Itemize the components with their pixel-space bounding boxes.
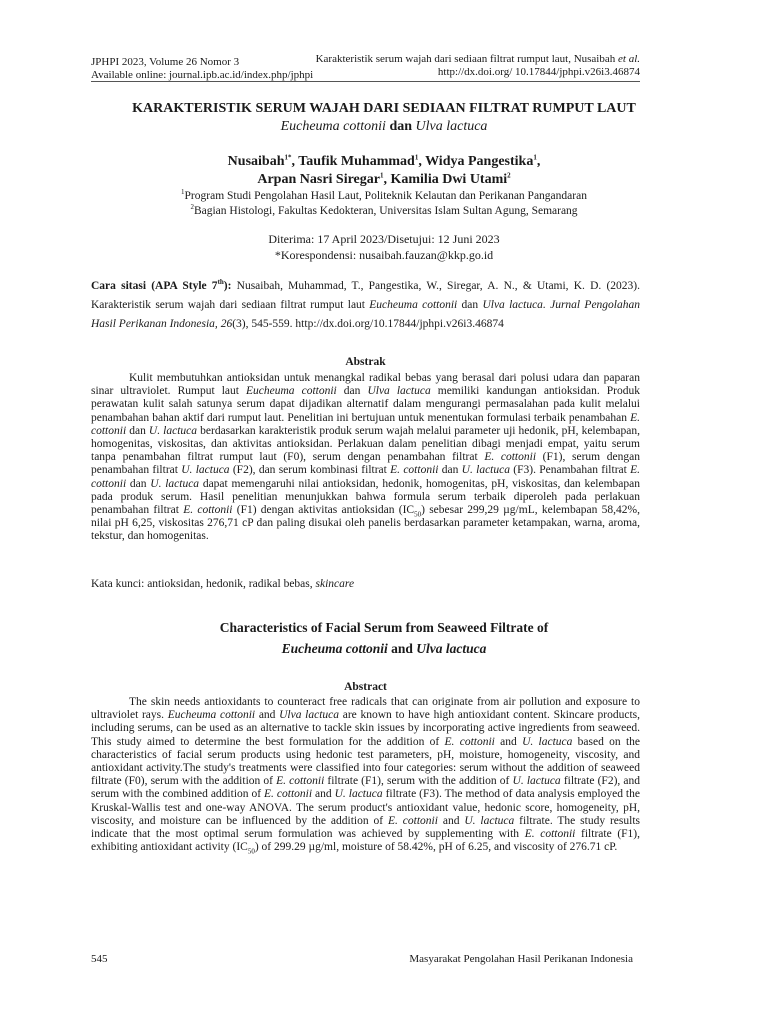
citation-dan: dan	[457, 299, 483, 311]
abstract-t3: are known to have high antioxidant content. Skincare products, including serums, can be used as an alternative to tackle skin issues by incorporating active ingredients from seaweed. This study aimed to determine the best formulation for the addition of	[91, 709, 641, 748]
abstrak-i8: U. lactuca	[461, 464, 510, 477]
abstrak-i4: U. lactuca	[148, 424, 198, 437]
dates-block	[60, 231, 708, 263]
abstract-i10: U. lactuca	[464, 814, 515, 827]
abstract-t5: based on the characteristics of facial serum products using hedonic test parameters, pH, moisture, homogeneity, viscosity, and antioxidant activity.The study's treatments were classified into four categories: serum without the addition of seaweed filtrate (F0), serum with the addition of	[91, 735, 641, 788]
abstrak-sub: 50	[414, 510, 422, 519]
abstract-t2: and	[255, 709, 280, 722]
abstract-i9: E. cottonii	[388, 814, 438, 827]
abstract-i2: Ulva lactuca	[279, 709, 340, 722]
abstract-i6: U. lactuca	[512, 775, 561, 788]
abstract-t13: ) of 299.29 µg/ml, moisture of 58.42%, pH of 6.25, and viscosity of 276.71 cP.	[254, 841, 618, 854]
paper-title: KARAKTERISTIK SERUM WAJAH DARI SEDIAAN FILTRAT RUMPUT LAUT	[132, 101, 636, 116]
header-rule	[91, 81, 640, 82]
abstrak-t9: (F3). Penambahan filtrat	[509, 464, 631, 477]
citation-label-text: Cara sitasi (APA Style 7	[91, 280, 218, 292]
received-accepted: Diterima: 17 April 2023/Disetujui: 12 Juni 2023	[268, 232, 500, 246]
citation	[91, 277, 640, 334]
citation-volume: 26	[217, 318, 233, 330]
abstract-i7: E. cottonii	[264, 788, 313, 801]
abstract-t8: and	[312, 788, 335, 801]
abstract-i3: E. cottonii	[444, 735, 495, 748]
abstract-i8: U. lactuca	[334, 788, 383, 801]
keywords-italic: skincare	[315, 578, 355, 590]
abstrak-t5: berdasarkan karakteristik produk serum wajah melalui parameter uji hedonik, pH, kelembapan, homogenitas, viskositas, dan aktivitas antioksidan. Perlakuan dalam penelitian dibagi menjadi empat, yaitu serum tanpa penambahan filtrat rumput laut (F0), serum dengan penambahan filtrat	[91, 424, 641, 464]
author-1-sup: 1*	[284, 153, 292, 162]
citation-rest: (3), 545-559. http://dx.doi.org/10.17844/jphpi.v26i3.46874	[232, 318, 504, 330]
abstract-sub: 50	[247, 847, 255, 856]
english-title-and: and	[387, 641, 417, 656]
title-connector: dan	[385, 119, 416, 134]
author-2-sup: 1	[414, 153, 419, 162]
abstrak-t6: (F1), serum dengan penambahan filtrat	[91, 451, 640, 477]
abstract-heading: Abstract	[344, 681, 387, 693]
abstrak-t4: dan	[126, 424, 149, 437]
author-5-sup: 2	[507, 171, 511, 180]
abstract-body	[91, 696, 640, 854]
journal-volume: JPHPI 2023, Volume 26 Nomor 3	[91, 56, 240, 68]
citation-authors: Nusaibah, Muhammad, T., Pangestika, W., Siregar, A. N., & Utami, K. D. (2023). Karakteristik serum wajah dari sediaan filtrat rumput laut	[91, 280, 640, 311]
citation-sp1: Eucheuma cottonii	[369, 299, 458, 311]
abstrak-i10: U. lactuca	[150, 477, 200, 490]
abstrak-i6: U. lactuca	[181, 464, 230, 477]
abstrak-i5: E. cottonii	[484, 451, 537, 464]
correspondence: *Korespondensi: nusaibah.fauzan@kkp.go.id	[274, 248, 494, 262]
abstract-t9: filtrate (F3). The method of data analysis employed the Kruskal-Wallis test and one-way ANOVA. The serum product's antioxidant value, hedonic score, homogeneity, pH, viscosity, and moisture can be influenced by the addition of	[91, 788, 640, 827]
abstrak-t1: Kulit membutuhkan antioksidan untuk menangkal radikal bebas yang berasal dari polusi udara dan paparan sinar ultraviolet. Rumput laut	[91, 372, 640, 398]
abstrak-t3: memiliki kandungan antioksidan. Produk perawatan kulit salah satunya serum dapat dijadikan alternatif dalam mengurangi permasalahan pada kulit melalui penambahan bahan aktif dari rumput laut. Penelitian ini bertujuan untuk menentukan formulasi terbaik penambahan	[91, 385, 640, 424]
abstract-t6: filtrate (F1), serum with the addition of	[324, 775, 513, 788]
abstrak-heading: Abstrak	[345, 356, 386, 368]
footer-journal: Masyarakat Pengolahan Hasil Perikanan Indonesia	[409, 953, 633, 965]
abstrak-i7: E. cottonii	[390, 464, 439, 477]
abstract-t10: and	[437, 814, 465, 827]
abstract-t12: filtrate (F1), exhibiting antioxidant activity (IC	[91, 828, 641, 854]
abstrak-i11: E. cottonii	[183, 504, 233, 517]
abstrak-t8: dan	[438, 464, 462, 477]
abstract-i1: Eucheuma cottonii	[167, 709, 256, 722]
abstrak-body	[91, 372, 640, 544]
english-title-sp1: Eucheuma cottonii	[281, 641, 388, 656]
abstrak-t12: (F1) dengan aktivitas antioksidan (IC	[232, 504, 415, 517]
abstrak-i1: Eucheuma cottonii	[246, 385, 337, 398]
author-2: Taufik Muhammad	[298, 154, 415, 169]
running-title	[316, 53, 640, 66]
author-5: Kamilia Dwi Utami	[390, 172, 508, 187]
abstract-t4: and	[494, 735, 523, 748]
author-list: Nusaibah$^{1*}$, Taufik Muhammad$^1$, Widya Pangestika$^1$, Arpan Nasri Siregar$^1$, Kamilia Dwi Utami$^2$	[227, 153, 541, 187]
title-species-1: Eucheuma cottonii	[280, 119, 386, 134]
title-species-2: Ulva lactuca	[415, 119, 488, 134]
author-4: Arpan Nasri Siregar	[257, 172, 380, 187]
keywords	[91, 578, 640, 591]
english-title-line1: Characteristics of Facial Serum from Seaweed Filtrate of	[219, 620, 549, 635]
abstrak-t13: ) sebesar 299,29 µg/mL, kelembapan 58,42%, nilai pH 6,25, viskositas 276,71 cP dan paling disukai oleh panelis berdasarkan parameter ketampakan, warna, aroma, tekstur, dan homogenitas.	[91, 504, 641, 543]
author-3: Widya Pangestika	[425, 154, 534, 169]
abstract-i4: U. lactuca	[522, 735, 573, 748]
affiliation-1: Program Studi Pengolahan Hasil Laut, Politeknik Kelautan dan Perikanan Pangandaran	[184, 190, 587, 202]
citation-label	[91, 280, 231, 292]
abstrak-t2: dan	[336, 385, 368, 398]
abstrak-i3: E. cottonii	[91, 411, 640, 437]
author-4-sup: 1	[379, 171, 384, 180]
english-title-sp2: Ulva lactuca	[416, 641, 487, 656]
affiliations	[60, 189, 708, 219]
affiliation-1-sup: 1	[181, 188, 185, 197]
paper-subtitle	[60, 118, 708, 136]
abstract-i5: E. cottonii	[276, 775, 325, 788]
abstrak-t10: dan	[126, 477, 151, 490]
author-1: Nusaibah	[227, 154, 285, 169]
citation-sp2: Ulva lactuca	[482, 299, 543, 311]
abstract-t11: filtrate. The study results indicate that the most optimal serum formulation was achieved by supplementing with	[91, 814, 641, 841]
header-doi[interactable]: http://dx.doi.org/ 10.17844/jphpi.v26i3.46874	[437, 66, 640, 78]
keywords-text: Kata kunci: antioksidan, hedonik, radikal bebas,	[91, 578, 316, 590]
citation-label-sup: th	[217, 278, 224, 287]
citation-label-end: ):	[223, 280, 232, 292]
abstract-i11: E. cottonii	[524, 828, 576, 841]
abstrak-t7: (F2), dan serum kombinasi filtrat	[229, 464, 391, 477]
available-online: Available online: journal.ipb.ac.id/index.php/jphpi	[91, 69, 314, 81]
abstrak-t11: dapat memengaruhi nilai antioksidan, hedonik, homogenitas, pH, viskositas, dan kelembapan pada produk serum. Hasil penelitian menunjukkan bahwa formula serum terbaik diperoleh pada perlakuan penambahan filtrat	[91, 477, 640, 517]
abstract-t7: filtrate (F2), and serum with the combined addition of	[91, 775, 641, 801]
affiliation-2-sup: 2	[190, 203, 194, 212]
abstrak-i9: E. cottonii	[91, 464, 641, 490]
citation-journal: . Jurnal Pengolahan Hasil Perikanan Indonesia,	[91, 299, 640, 330]
page-number: 545	[91, 953, 108, 965]
running-title-etal: et al.	[618, 53, 640, 65]
abstract-t1: The skin needs antioxidants to counteract free radicals that can originate from air pollution and exposure to ultraviolet rays.	[91, 696, 640, 722]
running-title-text: Karakteristik serum wajah dari sediaan filtrat rumput laut, Nusaibah	[315, 53, 616, 65]
abstrak-i2: Ulva lactuca	[367, 385, 431, 398]
affiliation-2: Bagian Histologi, Fakultas Kedokteran, Universitas Islam Sultan Agung, Semarang	[193, 205, 578, 217]
english-title	[60, 617, 708, 659]
author-3-sup: 1	[533, 153, 537, 162]
